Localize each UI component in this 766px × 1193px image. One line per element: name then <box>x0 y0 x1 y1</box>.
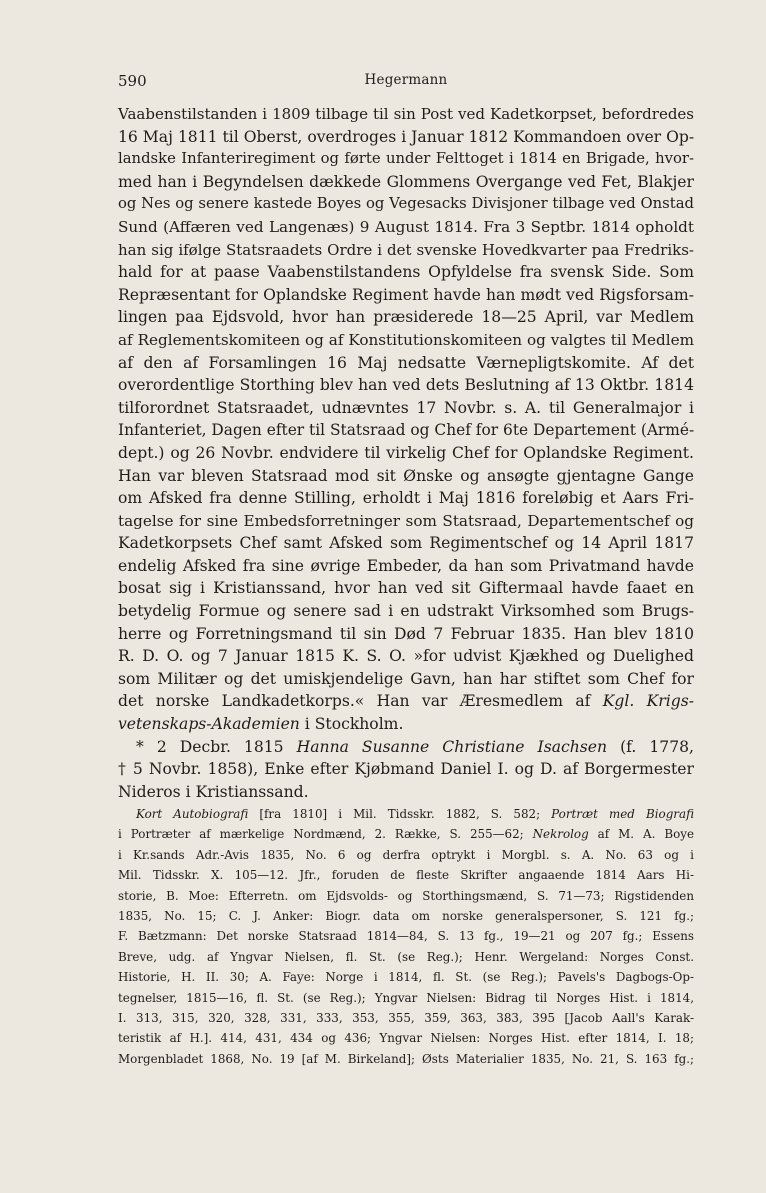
footnote-segment: i Portræter af mærkelige Nordmænd, 2. Række, S. 255—62; <box>118 827 533 842</box>
running-head: Hegermann <box>364 72 448 88</box>
academy-name-cont: vetenskaps-Akademien <box>118 715 300 734</box>
text-line: 16 Maj 1811 til Oberst, overdroges i Januar 1812 Kommandoen over Op- <box>118 127 695 146</box>
text-line <box>118 713 694 736</box>
footnote-segment: Nekrolog <box>532 827 589 842</box>
page-header <box>118 72 694 92</box>
text-segment: (f. 1778, <box>607 737 694 756</box>
footnote-line: 1835, No. 15; C. J. Anker: Biogr. data om norske generalspersoner, S. 121 fg.; <box>118 908 694 923</box>
footnote-segment: Portræt med Biografi <box>551 807 695 821</box>
footnote-line <box>118 824 694 844</box>
body-text <box>118 103 694 803</box>
text-line: Nideros i Kristianssand. <box>118 782 309 801</box>
footnote-segment: af M. A. Boye <box>588 827 694 842</box>
text-line: om Afsked fra denne Stilling, erholdt i Maj 1816 foreløbig et Aars Fri- <box>118 489 694 508</box>
text-line: af Reglementskomiteen og af Konstitutionskomiteen og valgtes til Medlem <box>118 330 694 349</box>
text-line: R. D. O. og 7 Januar 1815 K. S. O. »for udvist Kjækhed og Duelighed <box>118 647 694 666</box>
text-line: af den af Forsamlingen 16 Maj nedsatte Værnepligtskomite. Af det <box>118 353 694 372</box>
text-line: som Militær og det umiskjendelige Gavn, han har stiftet som Chef for <box>118 669 694 688</box>
text-line: dept.) og 26 Novbr. endvidere til virkelig Chef for Oplandske Regiment. <box>118 443 694 462</box>
text-line: og Nes og senere kastede Boyes og Vegesacks Divisjoner tilbage ved Onstad <box>118 195 694 213</box>
text-line: Kadetkorpsets Chef samt Afsked som Regimentschef og 14 April 1817 <box>118 534 694 553</box>
text-line: betydelig Formue og senere sad i en udstrakt Virksomhed som Brugs- <box>118 602 694 621</box>
text-segment: i Stockholm. <box>299 715 404 734</box>
text-line: † 5 Novbr. 1858), Enke efter Kjøbmand Daniel I. og D. af Borgermester <box>118 760 694 779</box>
text-line: tilforordnet Statsraadet, udnævntes 17 Novbr. s. A. til Generalmajor i <box>118 398 694 417</box>
footnote-line: Mil. Tidsskr. X. 105—12. Jfr., foruden de fleste Skrifter angaaende 1814 Aars Hi- <box>118 868 694 883</box>
text-line: Repræsentant for Oplandske Regiment havde han mødt ved Rigsforsam- <box>118 285 694 304</box>
footnote-segment: [fra 1810] i Mil. Tidsskr. 1882, S. 582; <box>248 807 552 821</box>
footnote-line: tegnelser, 1815—16, fl. St. (se Reg.); Yngvar Nielsen: Bidrag til Norges Hist. i 1814, <box>118 990 694 1005</box>
footnote-line: Morgenbladet 1868, No. 19 [af M. Birkeland]; Østs Materialier 1835, No. 21, S. 163 fg.; <box>118 1051 694 1066</box>
text-line: med han i Begyndelsen dækkede Glommens Overgange ved Fet, Blakjer <box>118 172 694 191</box>
text-line: Vaabenstilstanden i 1809 tilbage til sin Post ved Kadetkorpset, befordredes <box>118 105 694 123</box>
text-segment: det norske Landkadetkorps.« Han var Æresmedlem af <box>118 692 591 711</box>
footnote-line <box>118 804 694 824</box>
text-line: bosat sig i Kristianssand, hvor han ved sit Giftermaal havde faaet en <box>118 579 694 598</box>
page-number: 590 <box>118 72 147 90</box>
spouse-name: Hanna Susanne Christiane Isachsen <box>296 737 608 756</box>
footnote-line: F. Bætzmann: Det norske Statsraad 1814—84, S. 13 fg., 19—21 og 207 fg.; Essens <box>118 929 694 944</box>
text-line: landske Infanteriregiment og førte under Felttoget i 1814 en Brigade, hvor- <box>118 150 694 168</box>
footnote-line: teristik af H.]. 414, 431, 434 og 436; Yngvar Nielsen: Norges Hist. efter 1814, I. 18; <box>118 1031 694 1046</box>
footnote-line: Historie, H. II. 30; A. Faye: Norge i 1814, fl. St. (se Reg.); Pavels's Dagbogs-Op- <box>118 970 694 985</box>
text-line: tagelse for sine Embedsforretninger som Statsraad, Departementschef og <box>118 511 694 530</box>
text-line: overordentlige Storthing blev han ved dets Beslutning af 13 Oktbr. 1814 <box>118 376 694 395</box>
footnote-line: Breve, udg. af Yngvar Nielsen, fl. St. (se Reg.); Henr. Wergeland: Norges Const. <box>118 949 694 964</box>
text-line: Infanteriet, Dagen efter til Statsraad og Chef for 6te Departement (Armé- <box>118 421 695 440</box>
footnote-segment: Kort Autobiografi <box>136 807 249 821</box>
footnote-line: I. 313, 315, 320, 328, 331, 333, 353, 355, 359, 363, 383, 395 [Jacob Aall's Karak- <box>118 1010 694 1025</box>
footnote-line: storie, B. Moe: Efterretn. om Ejdsvolds- og Storthingsmænd, S. 71—73; Rigstidenden <box>118 888 694 903</box>
text-segment: * 2 Decbr. 1815 <box>136 737 297 756</box>
text-line: lingen paa Ejdsvold, hvor han præsiderede 18—25 April, var Medlem <box>118 308 694 327</box>
marriage-line <box>118 736 694 759</box>
text-line: Han var bleven Statsraad mod sit Ønske og ansøgte gjentagne Gange <box>118 466 694 485</box>
text-line: herre og Forretningsmand til sin Død 7 Februar 1835. Han blev 1810 <box>118 624 694 643</box>
text-line: han sig ifølge Statsraadets Ordre i det svenske Hovedkvarter paa Fredriks- <box>118 240 694 259</box>
academy-name: Kgl. Krigs- <box>602 692 694 711</box>
text-line: endelig Afsked fra sine øvrige Embeder, da han som Privatmand havde <box>118 556 694 575</box>
footnotes <box>118 804 694 1069</box>
text-line: hald for at paase Vaabenstilstandens Opfyldelse fra svensk Side. Som <box>118 263 694 282</box>
text-line: Sund (Affæren ved Langenæs) 9 August 1814. Fra 3 Septbr. 1814 opholdt <box>118 217 694 236</box>
footnote-line: i Kr.sands Adr.-Avis 1835, No. 6 og derfra optrykt i Morgbl. s. A. No. 63 og i <box>118 847 694 862</box>
text-line <box>118 690 694 713</box>
